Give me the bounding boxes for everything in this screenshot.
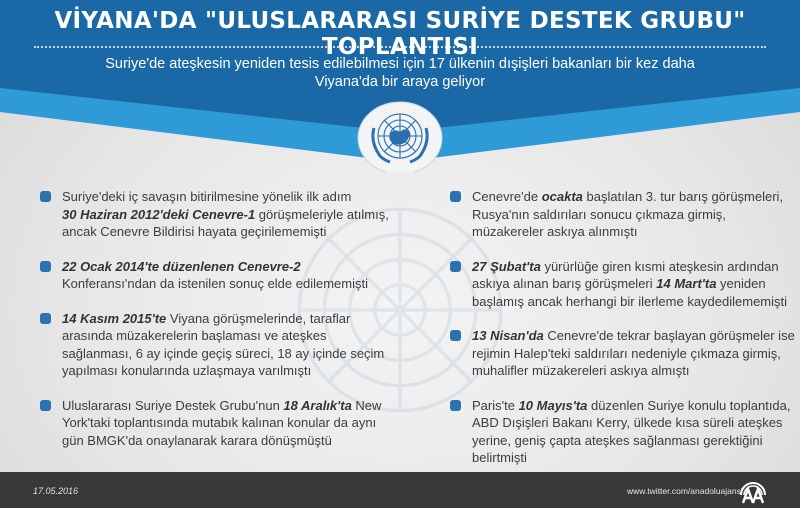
bullet-icon [450, 261, 461, 272]
dotted-divider [34, 46, 766, 48]
subtitle-line-1: Suriye'de ateşkesin yeniden tesis edilebilmesi için 17 ülkenin dışişleri bakanları bir kez daha [105, 56, 695, 72]
bullet-icon [40, 261, 51, 272]
twitter-link[interactable]: www.twitter.com/anadoluajansi [627, 486, 743, 496]
publish-date: 17.05.2016 [33, 486, 79, 496]
footer-bar [0, 472, 800, 508]
page-title: VİYANA'DA "ULUSLARARASI SURİYE DESTEK GRUBU" TOPLANTISI [54, 8, 746, 60]
list-item: 14 Kasım 2015'te Viyana görüşmelerinde, taraflar arasında müzakerelerin başlaması ve ateşkes sağlanması, 6 ay içinde geçiş süreci, 18 ay içinde seçim yapılması konularında uzlaşmaya varılmıştı [40, 310, 390, 380]
bullet-icon [450, 400, 461, 411]
list-item: Suriye'deki iç savaşın bitirilmesine yönelik ilk adım 30 Haziran 2012'deki Cenevre-1 görüşmeleriyle atılmış, ancak Cenevre Bildirisi hayata geçirilememişti [40, 188, 390, 241]
bullet-icon [450, 330, 461, 341]
list-item: Paris'te 10 Mayıs'ta düzenlen Suriye konulu toplantıda, ABD Dışişleri Bakanı Kerry, ülkede kısa süreli ateşkes yerine, geniş çapta ateşkes sağlanması gerektiğini belirtmişti [450, 397, 800, 467]
un-emblem-icon [356, 98, 444, 172]
subtitle [0, 55, 800, 91]
bullet-icon [40, 191, 51, 202]
bullet-icon [40, 313, 51, 324]
anadolu-agency-logo-icon [738, 475, 768, 505]
list-item: 13 Nisan'da Cenevre'de tekrar başlayan görüşmeler ise rejimin Halep'teki saldırıları nedeniyle çıkmaza girmiş, muhalifler müzakereleri askıya almıştı [450, 327, 800, 380]
right-column [450, 188, 800, 467]
list-item: Uluslararası Suriye Destek Grubu'nun 18 Aralık'ta New York'taki toplantısında mutabık kalınan konular da aynı gün BMGK'da onaylanarak karara dönüşmüştü [40, 397, 390, 450]
list-item: 22 Ocak 2014'te düzenlenen Cenevre-2 Konferansı'ndan da istenilen sonuç elde edilememişti [40, 258, 390, 293]
bullet-icon [450, 191, 461, 202]
bullet-icon [40, 400, 51, 411]
list-item: 27 Şubat'ta yürürlüğe giren kısmi ateşkesin ardından askıya alınan barış görüşmeleri 14 Mart'ta yeniden başlamış ancak herhangi bir ilerleme kaydedilememişti [450, 258, 800, 311]
list-item: Cenevre'de ocakta başlatılan 3. tur barış görüşmeleri, Rusya'nın saldırıları sonucu çıkmaza girmiş, müzakereler askıya alınmıştı [450, 188, 800, 241]
subtitle-line-2: Viyana'da bir araya geliyor [314, 74, 486, 90]
left-column [40, 188, 390, 449]
